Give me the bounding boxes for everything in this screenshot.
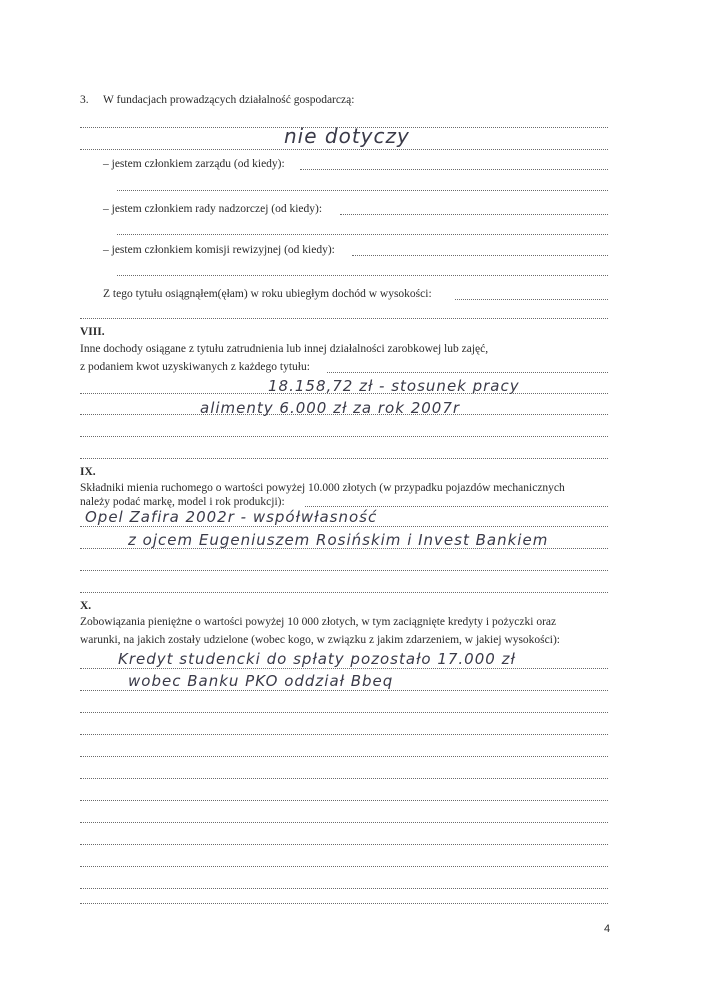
dotted-line: [117, 275, 608, 276]
dotted-line: [80, 548, 608, 549]
dotted-line: [117, 234, 608, 235]
dotted-line: [117, 190, 608, 191]
dotted-line: [80, 822, 608, 823]
section-10-text-line2: warunki, na jakich zostały udzielone (wobec kogo, w związku z jakim zdarzeniem, w jakiej wysokości):: [80, 634, 560, 646]
page-number: 4: [604, 923, 611, 935]
board-member-label: – jestem członkiem zarządu (od kiedy):: [103, 158, 285, 170]
handwritten-bank: wobec Banku PKO oddział Bbeq: [128, 672, 394, 690]
handwritten-salary: 18.158,72 zł - stosunek pracy: [268, 377, 520, 395]
dotted-line: [80, 734, 608, 735]
audit-member-label: – jestem członkiem komisji rewizyjnej (od kiedy):: [103, 244, 335, 256]
section-9-text-line2: należy podać markę, model i rok produkcji):: [80, 496, 285, 508]
dotted-line: [80, 149, 608, 150]
supervisory-member-label: – jestem członkiem rady nadzorczej (od kiedy):: [103, 203, 323, 215]
handwritten-not-applicable: nie dotyczy: [284, 124, 410, 148]
dotted-line: [80, 756, 608, 757]
dotted-line: [80, 414, 608, 415]
income-field: [455, 299, 608, 300]
audit-member-field: [352, 255, 608, 256]
dotted-line: [80, 778, 608, 779]
dotted-line: [80, 690, 608, 691]
dotted-line: [80, 318, 608, 319]
board-member-field: [300, 169, 608, 170]
dotted-line: [80, 668, 608, 669]
section-3-title: W fundacjach prowadzących działalność gospodarczą:: [103, 94, 355, 106]
dotted-line: [80, 570, 608, 571]
handwritten-vehicle: Opel Zafira 2002r - współwłasność: [85, 508, 378, 526]
dotted-line: [80, 712, 608, 713]
section-8-text-line2: z podaniem kwot uzyskiwanych z każdego tytułu:: [80, 361, 310, 373]
dotted-line: [80, 393, 608, 394]
section-10-number: X.: [80, 600, 92, 612]
handwritten-co-owners: z ojcem Eugeniuszem Rosińskim i Invest Bankiem: [128, 531, 549, 549]
section-9-number: IX.: [80, 466, 96, 478]
income-label: Z tego tytułu osiągnąłem(ęłam) w roku ubiegłym dochód w wysokości:: [103, 288, 432, 300]
dotted-line: [327, 372, 608, 373]
dotted-line: [80, 526, 608, 527]
dotted-line: [80, 458, 608, 459]
dotted-line: [80, 844, 608, 845]
section-8-number: VIII.: [80, 326, 105, 338]
section-8-text-line1: Inne dochody osiągane z tytułu zatrudnienia lub innej działalności zarobkowej lub zajęć,: [80, 343, 489, 355]
section-3-number: 3.: [80, 94, 89, 106]
handwritten-student-loan: Kredyt studencki do spłaty pozostało 17.000 zł: [118, 650, 516, 668]
dotted-line: [80, 436, 608, 437]
dotted-line: [80, 800, 608, 801]
handwritten-alimony: alimenty 6.000 zł za rok 2007r: [200, 399, 461, 417]
dotted-line: [305, 506, 608, 507]
dotted-line: [80, 592, 608, 593]
dotted-line: [80, 903, 608, 904]
section-10-text-line1: Zobowiązania pieniężne o wartości powyżej 10 000 złotych, w tym zaciągnięte kredyty i pożyczki oraz: [80, 616, 557, 628]
supervisory-member-field: [340, 214, 608, 215]
section-9-text-line1: Składniki mienia ruchomego o wartości powyżej 10.000 złotych (w przypadku pojazdów mechanicznych: [80, 482, 565, 494]
dotted-line: [80, 888, 608, 889]
dotted-line: [80, 866, 608, 867]
